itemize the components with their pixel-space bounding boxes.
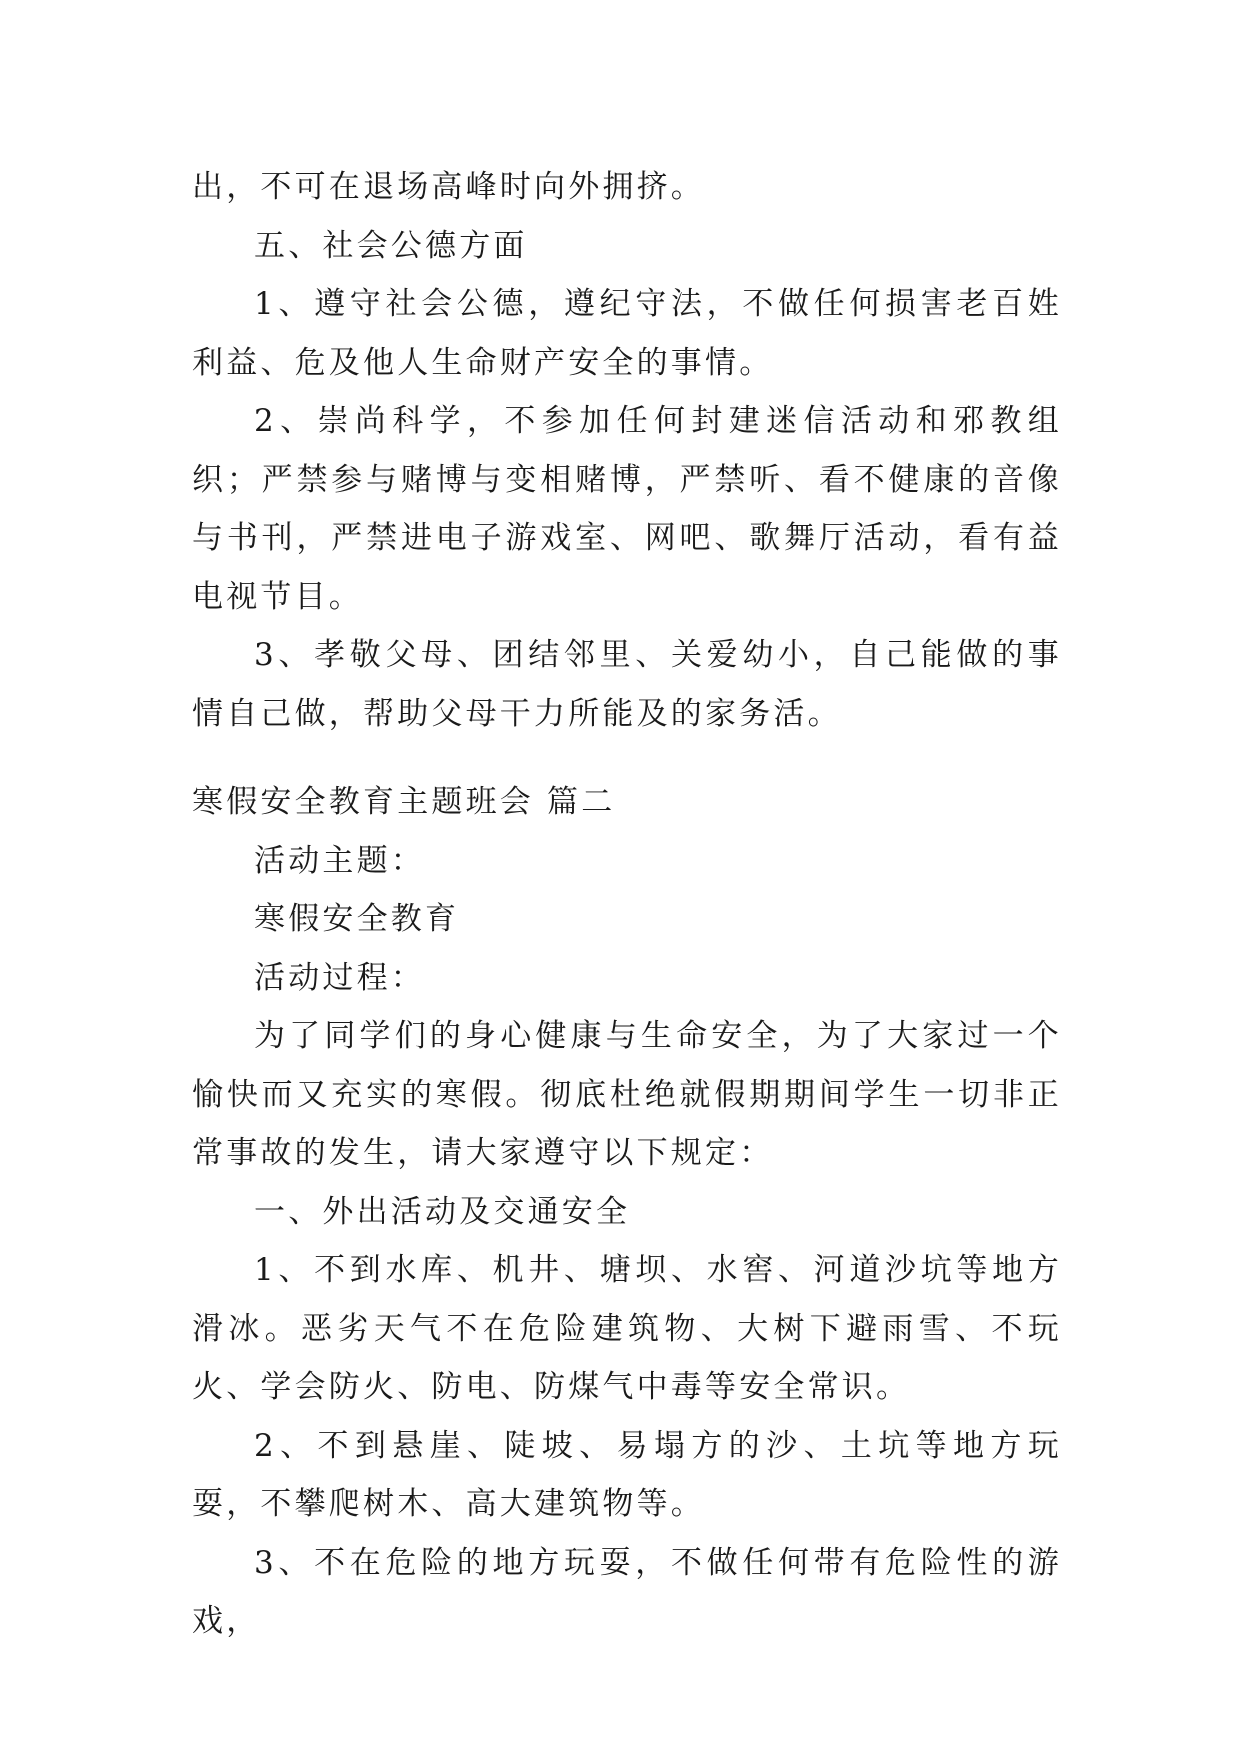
activity-theme-label: 活动主题：: [254, 842, 425, 879]
list-item-3: 3、孝敬父母、团结邻里、关爱幼小，自己能做的事情自己做，帮助父母干力所能及的家务活。: [192, 637, 1062, 732]
activity-theme-value: 寒假安全教育: [254, 901, 460, 937]
article-title: 寒假安全教育主题班会 篇二: [192, 784, 616, 820]
list-item-1: 1、遵守社会公德，遵纪守法，不做任何损害老百姓利益、危及他人生命财产安全的事情。: [192, 286, 1062, 381]
paragraph-continuation: 出，不可在退场高峰时向外拥挤。: [192, 169, 705, 205]
rule-item-2: 2、不到悬崖、陡坡、易塌方的沙、土坑等地方玩耍，不攀爬树木、高大建筑物等。: [192, 1427, 1062, 1522]
section-heading-outdoor-traffic: 一、外出活动及交通安全: [254, 1193, 631, 1230]
intro-paragraph: 为了同学们的身心健康与生命安全，为了大家过一个愉快而又充实的寒假。彻底杜绝就假期期间学生一切非正常事故的发生，请大家遵守以下规定：: [192, 1018, 1062, 1171]
list-item-2: 2、崇尚科学，不参加任何封建迷信活动和邪教组织；严禁参与赌博与变相赌博，严禁听、看不健康的音像与书刊，严禁进电子游戏室、网吧、歌舞厅活动，看有益电视节目。: [192, 403, 1062, 615]
activity-process-label: 活动过程：: [254, 959, 425, 996]
document-body: [192, 158, 1062, 1651]
section-heading-public-morality: 五、社会公德方面: [254, 227, 528, 264]
rule-item-3: 3、不在危险的地方玩耍，不做任何带有危险性的游戏，: [192, 1544, 1062, 1639]
rule-item-1: 1、不到水库、机井、塘坝、水窖、河道沙坑等地方滑冰。恶劣天气不在危险建筑物、大树下避雨雪、不玩火、学会防火、防电、防煤气中毒等安全常识。: [192, 1252, 1062, 1405]
